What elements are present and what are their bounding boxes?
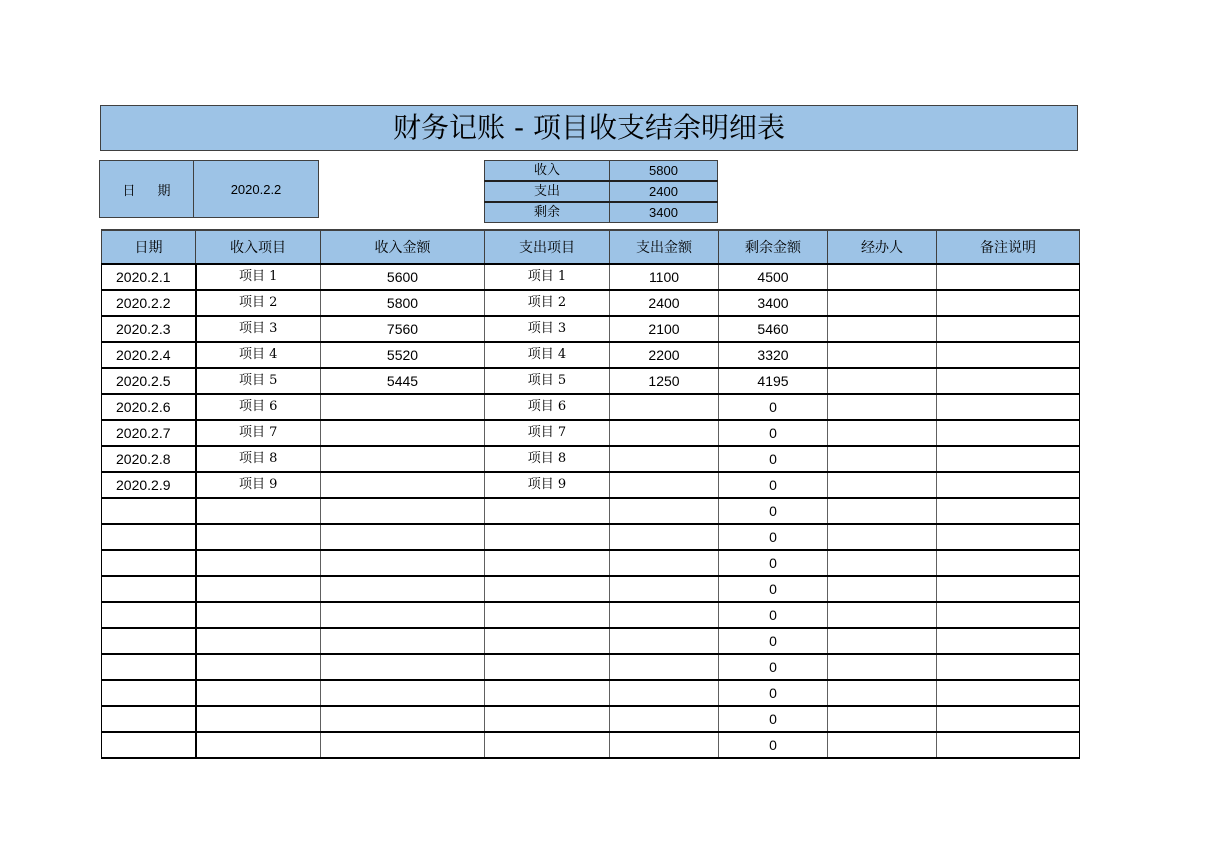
date-label-left: 日 (122, 182, 136, 198)
cell-col-date[interactable] (102, 706, 196, 732)
cell-col-income-item[interactable]: 项目 4 (196, 342, 321, 368)
cell-col-income-amount[interactable] (321, 628, 485, 654)
cell-col-expense-item[interactable]: 项目 9 (485, 472, 610, 498)
cell-col-expense-item[interactable] (485, 498, 610, 524)
cell-col-income-amount[interactable] (321, 654, 485, 680)
cell-col-note[interactable] (937, 446, 1080, 472)
header-col-handler: 经办人 (828, 230, 937, 264)
table-header-row (102, 230, 1080, 264)
cell-col-income-item[interactable] (196, 680, 321, 706)
cell-col-note[interactable] (937, 498, 1080, 524)
cell-col-income-amount[interactable]: 5600 (321, 264, 485, 290)
table-row (102, 446, 1080, 472)
table-row (102, 680, 1080, 706)
cell-col-income-item[interactable]: 项目 8 (196, 446, 321, 472)
cell-col-income-item[interactable]: 项目 3 (196, 316, 321, 342)
cell-col-note[interactable] (937, 342, 1080, 368)
cell-col-date[interactable]: 2020.2.1 (102, 264, 196, 290)
date-label (99, 160, 194, 218)
table-body (102, 264, 1080, 758)
cell-col-expense-item[interactable] (485, 576, 610, 602)
cell-col-income-item[interactable] (196, 550, 321, 576)
header-col-expense-amount: 支出金额 (610, 230, 719, 264)
cell-col-note[interactable] (937, 368, 1080, 394)
cell-col-expense-item[interactable]: 项目 2 (485, 290, 610, 316)
cell-col-expense-amount[interactable] (610, 706, 719, 732)
cell-col-date[interactable]: 2020.2.4 (102, 342, 196, 368)
cell-col-income-amount[interactable] (321, 706, 485, 732)
cell-col-expense-item[interactable] (485, 654, 610, 680)
cell-col-income-amount[interactable]: 5445 (321, 368, 485, 394)
table-row (102, 316, 1080, 342)
cell-col-note[interactable] (937, 602, 1080, 628)
cell-col-balance[interactable]: 0 (719, 446, 828, 472)
cell-col-handler[interactable] (828, 576, 937, 602)
cell-col-expense-item[interactable] (485, 732, 610, 758)
cell-col-expense-item[interactable] (485, 628, 610, 654)
summary-label: 收入 (485, 161, 610, 182)
date-value[interactable]: 2020.2.2 (193, 160, 319, 218)
table-row (102, 394, 1080, 420)
cell-col-expense-amount[interactable]: 2400 (610, 290, 719, 316)
cell-col-handler[interactable] (828, 602, 937, 628)
summary-row-expense (485, 181, 718, 202)
cell-col-expense-item[interactable] (485, 550, 610, 576)
cell-col-income-amount[interactable] (321, 498, 485, 524)
cell-col-date[interactable]: 2020.2.3 (102, 316, 196, 342)
cell-col-expense-item[interactable] (485, 680, 610, 706)
cell-col-handler[interactable] (828, 524, 937, 550)
cell-col-income-item[interactable] (196, 654, 321, 680)
summary-label: 支出 (485, 181, 610, 202)
cell-col-expense-amount[interactable] (610, 420, 719, 446)
cell-col-handler[interactable] (828, 550, 937, 576)
cell-col-expense-amount[interactable]: 2100 (610, 316, 719, 342)
cell-col-note[interactable] (937, 732, 1080, 758)
cell-col-balance[interactable]: 0 (719, 420, 828, 446)
cell-col-handler[interactable] (828, 342, 937, 368)
table-row (102, 602, 1080, 628)
table-row (102, 420, 1080, 446)
table-row (102, 342, 1080, 368)
cell-col-expense-amount[interactable]: 1250 (610, 368, 719, 394)
summary-table (484, 160, 718, 223)
cell-col-income-amount[interactable] (321, 446, 485, 472)
table-row (102, 628, 1080, 654)
cell-col-income-amount[interactable]: 7560 (321, 316, 485, 342)
cell-col-balance[interactable]: 0 (719, 654, 828, 680)
cell-col-date[interactable]: 2020.2.9 (102, 472, 196, 498)
header-col-income-item: 收入项目 (196, 230, 321, 264)
cell-col-date[interactable]: 2020.2.8 (102, 446, 196, 472)
header-col-expense-item: 支出项目 (485, 230, 610, 264)
table-row (102, 524, 1080, 550)
cell-col-expense-item[interactable]: 项目 8 (485, 446, 610, 472)
table-row (102, 290, 1080, 316)
cell-col-income-amount[interactable] (321, 524, 485, 550)
cell-col-note[interactable] (937, 524, 1080, 550)
cell-col-handler[interactable] (828, 368, 937, 394)
cell-col-note[interactable] (937, 394, 1080, 420)
cell-col-balance[interactable]: 0 (719, 628, 828, 654)
cell-col-note[interactable] (937, 264, 1080, 290)
table-row (102, 576, 1080, 602)
cell-col-expense-item[interactable]: 项目 6 (485, 394, 610, 420)
cell-col-income-item[interactable] (196, 498, 321, 524)
cell-col-income-item[interactable]: 项目 6 (196, 394, 321, 420)
cell-col-income-amount[interactable] (321, 472, 485, 498)
cell-col-balance[interactable]: 5460 (719, 316, 828, 342)
cell-col-handler[interactable] (828, 680, 937, 706)
cell-col-expense-amount[interactable] (610, 524, 719, 550)
cell-col-note[interactable] (937, 316, 1080, 342)
cell-col-expense-item[interactable]: 项目 1 (485, 264, 610, 290)
cell-col-income-amount[interactable] (321, 732, 485, 758)
cell-col-income-item[interactable]: 项目 5 (196, 368, 321, 394)
cell-col-date[interactable] (102, 654, 196, 680)
cell-col-expense-amount[interactable] (610, 394, 719, 420)
cell-col-note[interactable] (937, 472, 1080, 498)
cell-col-income-item[interactable]: 项目 9 (196, 472, 321, 498)
cell-col-balance[interactable]: 4500 (719, 264, 828, 290)
cell-col-income-item[interactable] (196, 706, 321, 732)
cell-col-note[interactable] (937, 576, 1080, 602)
cell-col-note[interactable] (937, 420, 1080, 446)
cell-col-balance[interactable]: 0 (719, 680, 828, 706)
cell-col-handler[interactable] (828, 420, 937, 446)
cell-col-handler[interactable] (828, 498, 937, 524)
cell-col-expense-item[interactable]: 项目 5 (485, 368, 610, 394)
cell-col-balance[interactable]: 3400 (719, 290, 828, 316)
summary-value[interactable]: 5800 (610, 161, 718, 182)
cell-col-expense-amount[interactable] (610, 472, 719, 498)
cell-col-handler[interactable] (828, 628, 937, 654)
cell-col-expense-amount[interactable] (610, 654, 719, 680)
cell-col-note[interactable] (937, 550, 1080, 576)
cell-col-handler[interactable] (828, 394, 937, 420)
cell-col-expense-item[interactable] (485, 706, 610, 732)
cell-col-income-item[interactable] (196, 732, 321, 758)
cell-col-income-item[interactable]: 项目 2 (196, 290, 321, 316)
header-col-balance: 剩余金额 (719, 230, 828, 264)
cell-col-note[interactable] (937, 628, 1080, 654)
table-row (102, 264, 1080, 290)
cell-col-note[interactable] (937, 680, 1080, 706)
cell-col-income-amount[interactable] (321, 394, 485, 420)
cell-col-date[interactable] (102, 680, 196, 706)
cell-col-date[interactable] (102, 602, 196, 628)
header-col-date: 日期 (102, 230, 196, 264)
cell-col-note[interactable] (937, 290, 1080, 316)
table-row (102, 706, 1080, 732)
cell-col-expense-amount[interactable] (610, 446, 719, 472)
cell-col-income-amount[interactable] (321, 420, 485, 446)
cell-col-expense-amount[interactable] (610, 680, 719, 706)
cell-col-balance[interactable]: 3320 (719, 342, 828, 368)
cell-col-handler[interactable] (828, 264, 937, 290)
cell-col-handler[interactable] (828, 446, 937, 472)
cell-col-income-item[interactable]: 项目 7 (196, 420, 321, 446)
cell-col-income-amount[interactable] (321, 576, 485, 602)
cell-col-handler[interactable] (828, 290, 937, 316)
cell-col-note[interactable] (937, 654, 1080, 680)
cell-col-income-amount[interactable]: 5800 (321, 290, 485, 316)
ledger-table (101, 229, 1080, 759)
table-row (102, 498, 1080, 524)
summary-label: 剩余 (485, 202, 610, 223)
cell-col-date[interactable] (102, 550, 196, 576)
cell-col-balance[interactable]: 0 (719, 732, 828, 758)
header-col-note: 备注说明 (937, 230, 1080, 264)
cell-col-date[interactable] (102, 628, 196, 654)
cell-col-expense-amount[interactable]: 2200 (610, 342, 719, 368)
header-col-income-amount: 收入金额 (321, 230, 485, 264)
cell-col-handler[interactable] (828, 316, 937, 342)
cell-col-expense-amount[interactable] (610, 628, 719, 654)
cell-col-balance[interactable]: 4195 (719, 368, 828, 394)
cell-col-expense-amount[interactable] (610, 576, 719, 602)
cell-col-expense-item[interactable]: 项目 7 (485, 420, 610, 446)
cell-col-date[interactable]: 2020.2.5 (102, 368, 196, 394)
summary-row-income (485, 161, 718, 182)
cell-col-balance[interactable]: 0 (719, 706, 828, 732)
cell-col-expense-amount[interactable] (610, 732, 719, 758)
cell-col-income-amount[interactable]: 5520 (321, 342, 485, 368)
table-row (102, 550, 1080, 576)
cell-col-date[interactable] (102, 576, 196, 602)
cell-col-balance[interactable]: 0 (719, 524, 828, 550)
cell-col-expense-amount[interactable] (610, 498, 719, 524)
cell-col-income-amount[interactable] (321, 602, 485, 628)
cell-col-date[interactable]: 2020.2.6 (102, 394, 196, 420)
cell-col-income-item[interactable] (196, 576, 321, 602)
cell-col-income-amount[interactable] (321, 680, 485, 706)
cell-col-income-item[interactable] (196, 524, 321, 550)
cell-col-income-amount[interactable] (321, 550, 485, 576)
cell-col-balance[interactable]: 0 (719, 394, 828, 420)
cell-col-handler[interactable] (828, 706, 937, 732)
summary-value[interactable]: 2400 (610, 181, 718, 202)
cell-col-expense-item[interactable]: 项目 3 (485, 316, 610, 342)
table-row (102, 732, 1080, 758)
summary-value[interactable]: 3400 (610, 202, 718, 223)
cell-col-expense-item[interactable] (485, 602, 610, 628)
table-row (102, 368, 1080, 394)
cell-col-income-item[interactable] (196, 602, 321, 628)
cell-col-date[interactable]: 2020.2.7 (102, 420, 196, 446)
cell-col-note[interactable] (937, 706, 1080, 732)
cell-col-handler[interactable] (828, 472, 937, 498)
cell-col-balance[interactable]: 0 (719, 498, 828, 524)
cell-col-expense-amount[interactable] (610, 602, 719, 628)
table-row (102, 472, 1080, 498)
cell-col-income-item[interactable]: 项目 1 (196, 264, 321, 290)
date-label-right: 期 (157, 182, 171, 198)
cell-col-handler[interactable] (828, 732, 937, 758)
cell-col-expense-amount[interactable]: 1100 (610, 264, 719, 290)
page-title: 财务记账 - 项目收支结余明细表 (100, 105, 1078, 151)
cell-col-balance[interactable]: 0 (719, 602, 828, 628)
cell-col-balance[interactable]: 0 (719, 550, 828, 576)
cell-col-date[interactable] (102, 498, 196, 524)
cell-col-expense-item[interactable] (485, 524, 610, 550)
summary-row-balance (485, 202, 718, 223)
cell-col-expense-amount[interactable] (610, 550, 719, 576)
table-row (102, 654, 1080, 680)
cell-col-balance[interactable]: 0 (719, 472, 828, 498)
cell-col-expense-item[interactable]: 项目 4 (485, 342, 610, 368)
cell-col-date[interactable] (102, 524, 196, 550)
cell-col-date[interactable] (102, 732, 196, 758)
cell-col-date[interactable]: 2020.2.2 (102, 290, 196, 316)
cell-col-income-item[interactable] (196, 628, 321, 654)
cell-col-balance[interactable]: 0 (719, 576, 828, 602)
cell-col-handler[interactable] (828, 654, 937, 680)
